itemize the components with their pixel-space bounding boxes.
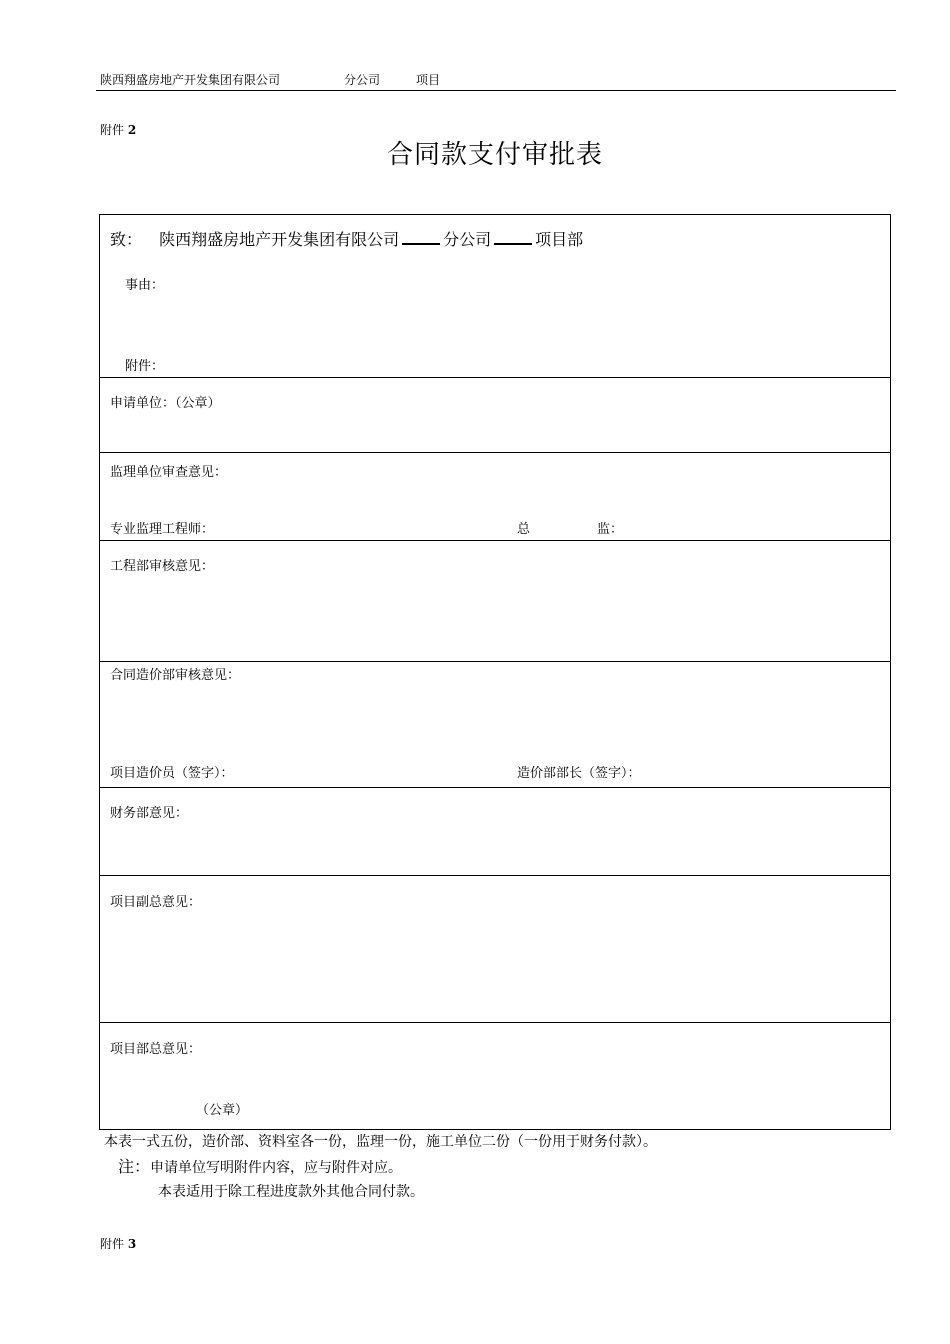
attachments-label: 附件： [125,359,165,374]
attachment-number: 2 [127,123,137,137]
chief-label-1: 总 [517,522,531,537]
branch-blank [402,229,440,245]
note-line-1: 本表一式五份，造价部、资料室各一份，监理一份，施工单位二份（一份用于财务付款）。 [104,1134,657,1150]
cost-clerk-label: 项目造价员（签字）： [110,766,234,781]
row-applicant [100,377,890,453]
chief-label-2: 监： [597,522,624,537]
seal-label: （公章） [196,1103,249,1118]
page-header [96,72,896,91]
row-engineering-dept [100,540,890,662]
to-dept: 项目部 [535,230,584,249]
header-branch: 分公司 [344,73,381,87]
to-label: 致： [110,230,143,249]
note-line-2-text: 申请单位写明附件内容，应与附件对应。 [150,1160,403,1176]
note-prefix: 注： [118,1157,151,1176]
cost-dept-label: 合同造价部审核意见： [110,668,241,683]
applicant-label: 申请单位：（公章） [110,396,221,411]
vice-gm-label: 项目副总意见： [110,895,202,910]
row-supervisor [100,453,890,541]
engineer-label: 专业监理工程师： [110,522,215,537]
row-addressee [100,215,890,378]
row-cost-dept [100,661,890,788]
to-company: 陕西翔盛房地产开发集团有限公司 [159,230,400,249]
engineering-dept-label: 工程部审核意见： [110,559,215,574]
note-line-3: 本表适用于除工程进度款外其他合同付款。 [158,1184,424,1200]
dept-blank [494,229,532,245]
approval-form [99,214,891,1130]
row-project-gm [100,1023,890,1129]
finance-label: 财务部意见： [110,806,189,821]
cost-head-label: 造价部部长（签字）： [517,766,641,781]
header-company: 陕西翔盛房地产开发集团有限公司 [100,73,281,87]
attachment-prefix: 附件 [100,123,125,137]
addressee-line [110,229,583,251]
row-finance [100,787,890,876]
attachment-label-top [100,122,136,138]
attachment-prefix: 附件 [100,1237,125,1251]
project-gm-label: 项目部总意见： [110,1042,202,1057]
to-branch: 分公司 [443,230,492,249]
row-vice-gm [100,876,890,1023]
reason-label: 事由： [125,278,165,293]
attachment-number: 3 [127,1237,137,1251]
header-project: 项目 [416,73,441,87]
note-line-2 [118,1157,402,1178]
attachment-label-bottom [100,1236,136,1252]
page-title: 合同款支付审批表 [386,140,603,170]
supervisor-opinion-label: 监理单位审查意见： [110,465,228,480]
